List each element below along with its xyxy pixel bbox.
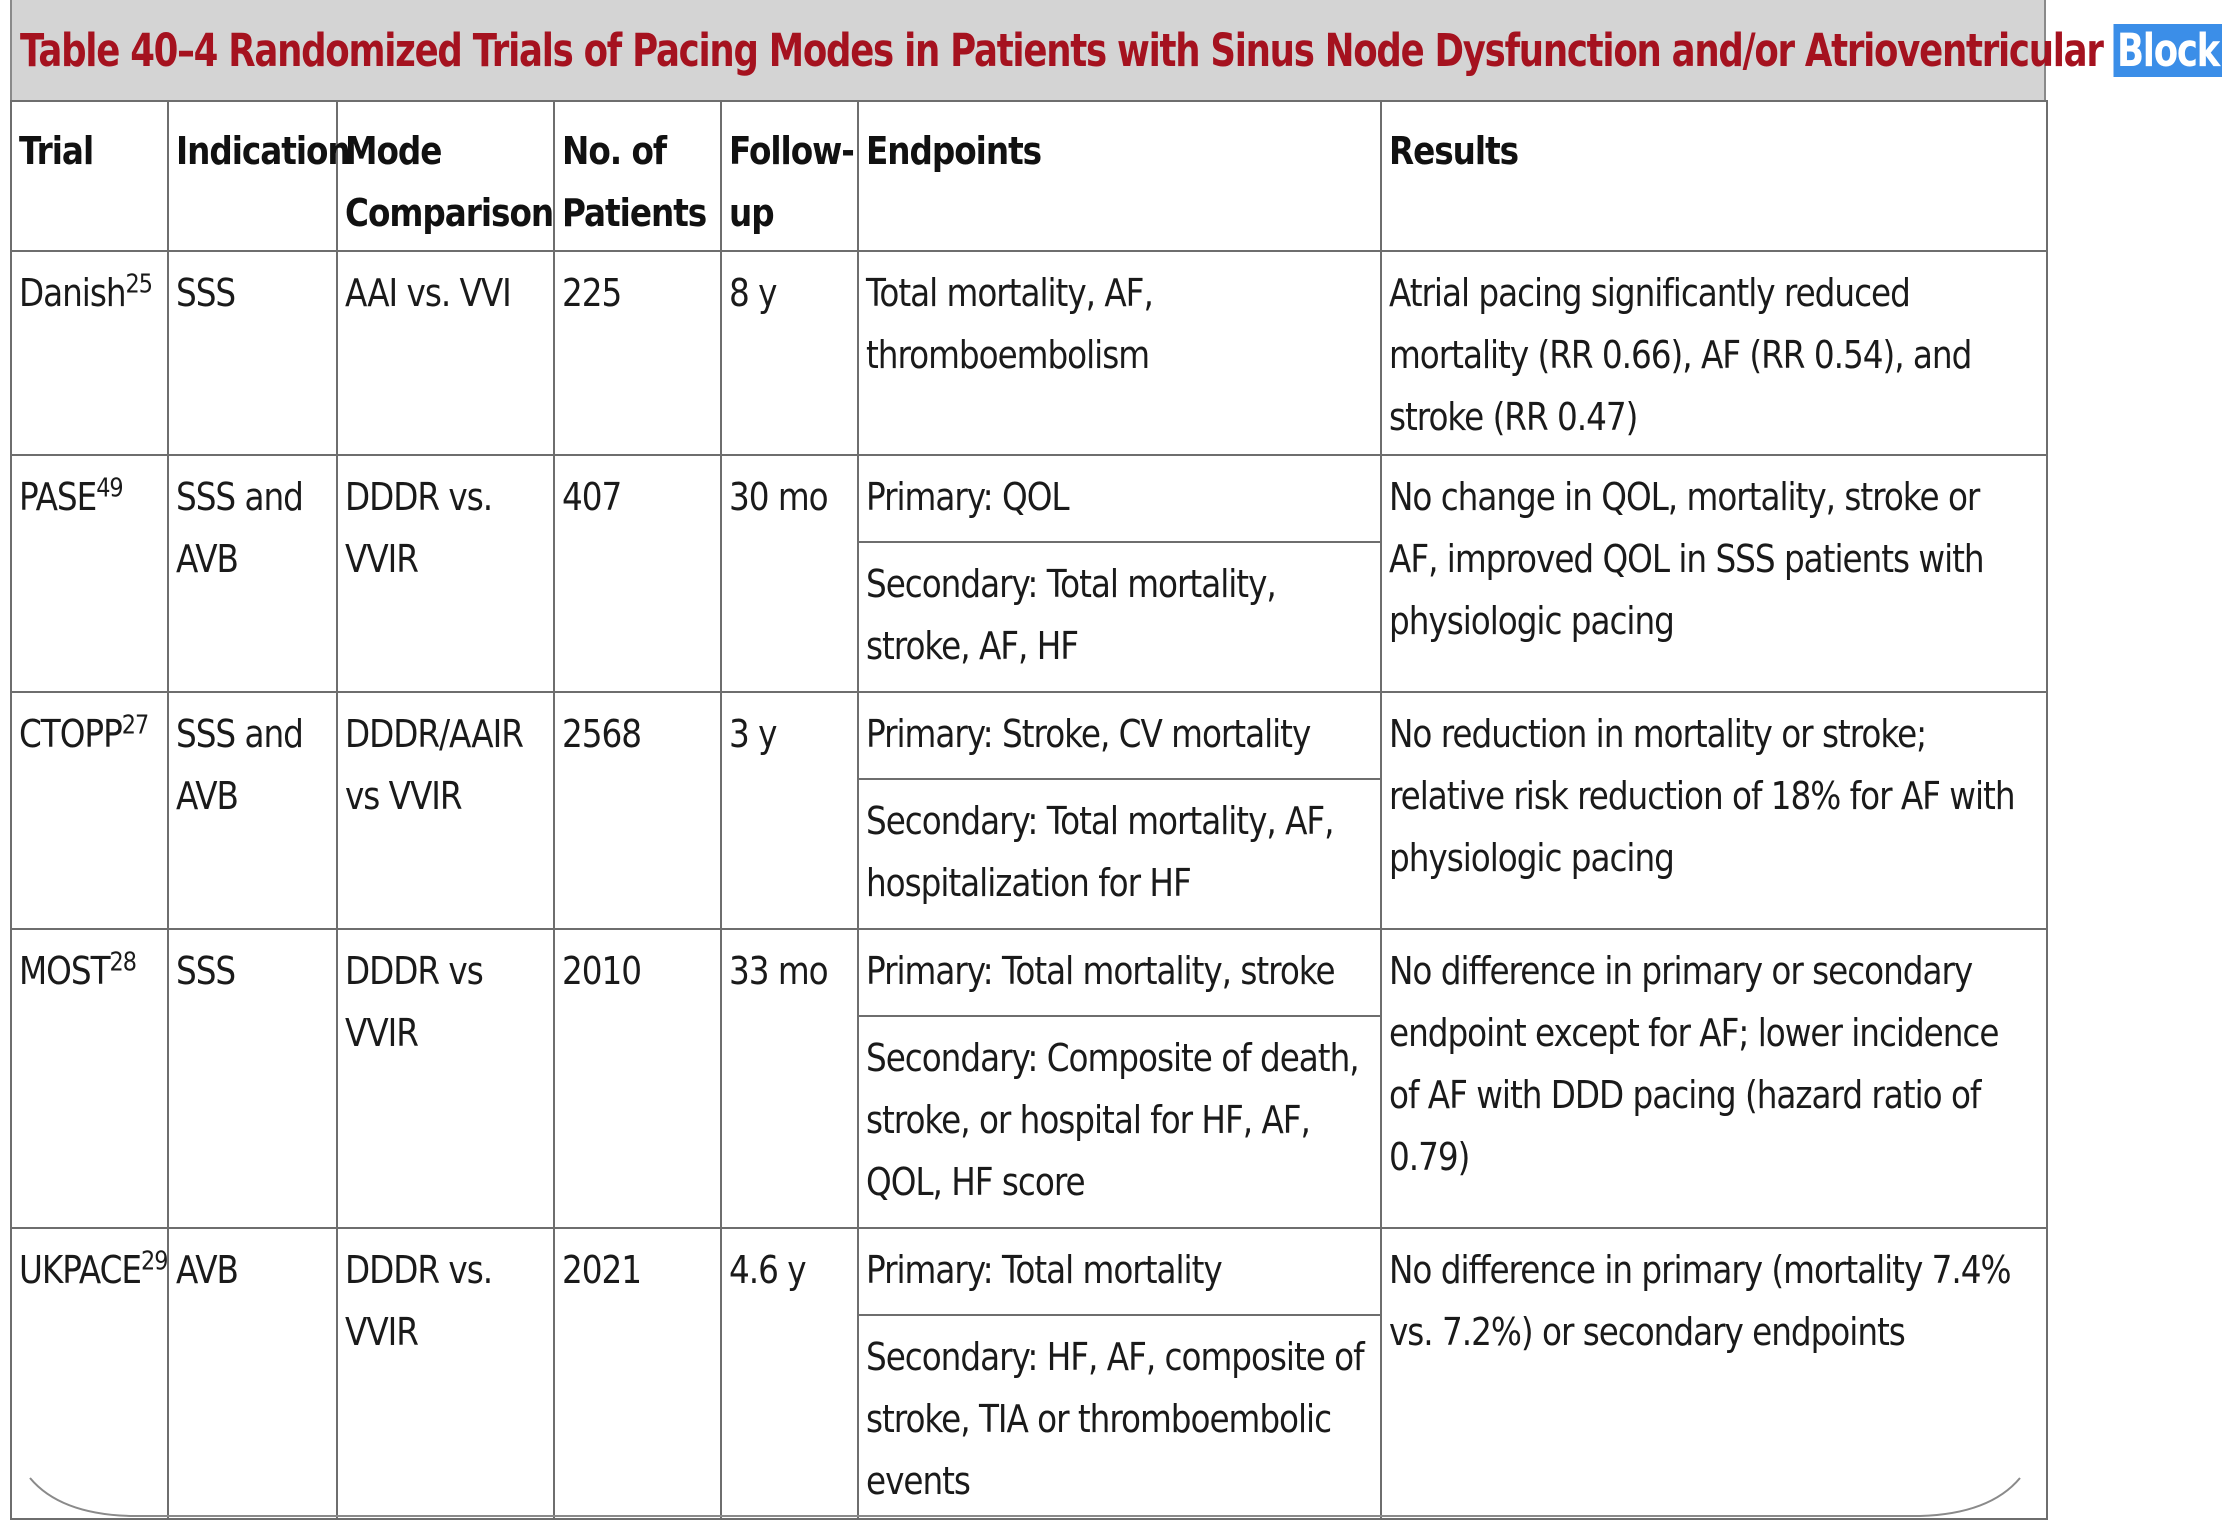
header-followup: Follow- up (721, 101, 858, 251)
table-title (20, 24, 2222, 77)
table-title-bar (10, 0, 2220, 100)
table-row (11, 692, 2047, 779)
cell-followup: 30 mo (721, 455, 858, 692)
header-row (11, 101, 2047, 251)
cell-patients: 2010 (554, 929, 721, 1228)
cell-results: No difference in primary (mortality 7.4% vs. 7.2%) or secondary endpoints (1381, 1228, 2047, 1519)
cell-primary-endpoint: Primary: Total mortality (858, 1228, 1381, 1315)
cell-followup: 4.6 y (721, 1228, 858, 1519)
cell-followup: 8 y (721, 251, 858, 455)
cell-indication: SSS and AVB (168, 692, 337, 929)
cell-trial: UKPACE$^{29}$ (11, 1228, 168, 1519)
cell-results: Atrial pacing significantly reduced mortality (RR 0.66), AF (RR 0.54), and stroke (RR 0.47) (1381, 251, 2047, 455)
cell-patients: 2568 (554, 692, 721, 929)
cell-indication: SSS and AVB (168, 455, 337, 692)
cell-trial: Danish$^{25}$ (11, 251, 168, 455)
header-trial: Trial (11, 101, 168, 251)
cell-results: No reduction in mortality or stroke; relative risk reduction of 18% for AF with physiologic pacing (1381, 692, 2047, 929)
bottom-curved-divider (20, 1476, 2030, 1536)
cell-indication: SSS (168, 251, 337, 455)
header-indication: Indication (168, 101, 337, 251)
title-prefix: Table 40–4 Randomized Trials of Pacing Modes in Patients with Sinus Node Dysfunction and/or Atrioventricular (20, 23, 2103, 77)
cell-patients: 407 (554, 455, 721, 692)
cell-patients: 2021 (554, 1228, 721, 1519)
cell-mode: DDDR vs. VVIR (337, 1228, 554, 1519)
cell-trial: MOST$^{28}$ (11, 929, 168, 1228)
cell-primary-endpoint: Primary: QOL (858, 455, 1381, 542)
cell-indication: SSS (168, 929, 337, 1228)
header-endpoints: Endpoints (858, 101, 1381, 251)
pacing-trials-table (10, 100, 2048, 1520)
cell-followup: 33 mo (721, 929, 858, 1228)
cell-mode: AAI vs. VVI (337, 251, 554, 455)
cell-mode: DDDR/AAIR vs VVIR (337, 692, 554, 929)
title-highlighted-word[interactable]: Block (2114, 24, 2222, 77)
cell-primary-endpoint: Primary: Stroke, CV mortality (858, 692, 1381, 779)
cell-trial: PASE$^{49}$ (11, 455, 168, 692)
cell-results: No difference in primary or secondary endpoint except for AF; lower incidence of AF with DDD pacing (hazard ratio of 0.79) (1381, 929, 2047, 1228)
table-row (11, 929, 2047, 1016)
cell-followup: 3 y (721, 692, 858, 929)
cell-secondary-endpoint: Secondary: Total mortality, AF, hospitalization for HF (858, 779, 1381, 929)
cell-endpoint: Total mortality, AF, thromboembolism (858, 251, 1381, 455)
table-row (11, 1228, 2047, 1315)
cell-secondary-endpoint: Secondary: HF, AF, composite of stroke, TIA or thromboembolic events (858, 1315, 1381, 1519)
cell-mode: DDDR vs. VVIR (337, 455, 554, 692)
cell-trial: CTOPP$^{27}$ (11, 692, 168, 929)
header-mode-comparison: Mode Comparison (337, 101, 554, 251)
cell-secondary-endpoint: Secondary: Composite of death, stroke, or hospital for HF, AF, QOL, HF score (858, 1016, 1381, 1228)
header-patients: No. of Patients (554, 101, 721, 251)
cell-secondary-endpoint: Secondary: Total mortality, stroke, AF, HF (858, 542, 1381, 692)
cell-mode: DDDR vs VVIR (337, 929, 554, 1228)
cell-primary-endpoint: Primary: Total mortality, stroke (858, 929, 1381, 1016)
cell-patients: 225 (554, 251, 721, 455)
table-row (11, 251, 2047, 455)
cell-indication: AVB (168, 1228, 337, 1519)
table-row (11, 455, 2047, 542)
cell-results: No change in QOL, mortality, stroke or AF, improved QOL in SSS patients with physiologic pacing (1381, 455, 2047, 692)
header-results: Results (1381, 101, 2047, 251)
